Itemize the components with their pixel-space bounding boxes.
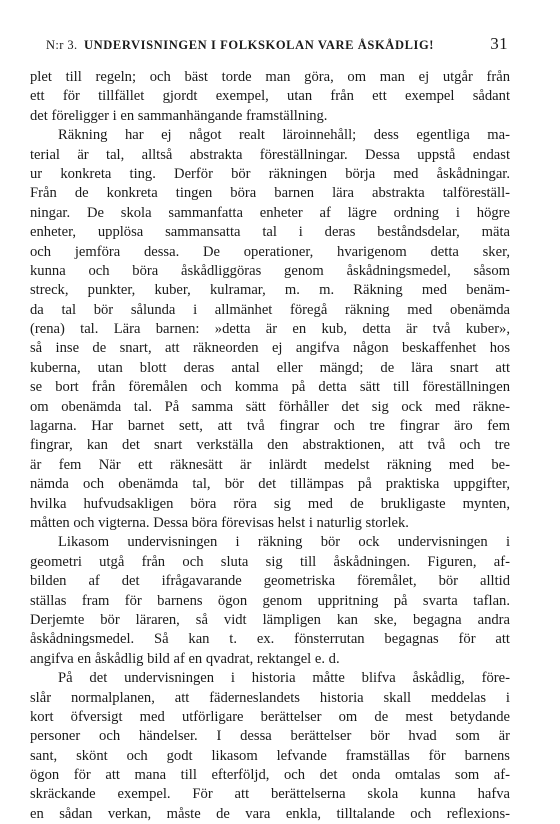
text-line: ögon för att mana till efterföljd, och det onda omtalas som af- <box>30 767 510 784</box>
text-line: Derjemte bör läraren, så vidt lämpligen kan ske, begagna andra <box>30 611 510 628</box>
text-line: fingrar, kan det snart verkställa den abstraktionen, att två och tre <box>30 437 510 454</box>
text-line: åskådningsmedel. Så kan t. ex. fönsterrutan begagnas för att <box>30 631 510 648</box>
text-line: det föreligger i en sammanhängande framställning. <box>30 107 328 124</box>
text-line: ningar. De skola sammanfatta enheter af lägre ordning i högre <box>30 204 510 221</box>
text-line: personer och händelser. I dessa berättelser bör hvad som är <box>30 728 510 745</box>
text-line: nämda och obenämda tal, bör det tillämpas på praktiska uppgifter, <box>30 476 510 493</box>
text-line: Räkning har ej något realt läroinnehåll; dess egentliga ma- <box>58 127 510 144</box>
text-line: sant, skönt och godt likasom lefvande framställas för barnens <box>30 747 510 764</box>
text-line: kunna och böra åskådliggöras genom åskådningsmedel, såsom <box>30 262 510 279</box>
text-line: (rena) tal. Lära barnen: »detta är en kub, detta är två kuber», <box>30 321 510 338</box>
text-line: se bort från föremålen och komma på detta sätt till föreställningen <box>30 379 510 396</box>
text-line: hvilka hufvudsakligen böra röra sig med de brukligaste mynten, <box>30 495 510 512</box>
text-line: är fem När ett räknesätt är inlärdt medelst räkning med be- <box>30 456 510 473</box>
running-head <box>46 34 508 56</box>
text-line: På det undervisningen i historia måtte blifva åskådlig, före- <box>58 670 510 687</box>
text-line: geometri utgå från och sluta sig till åskådningen. Figuren, af- <box>30 553 510 570</box>
text-line: och jemföra dessa. De operationer, hvarigenom detta sker, <box>30 243 510 260</box>
text-line: skräckande exempel. För att berättelserna skola kunna hafva <box>30 786 510 803</box>
text-line: kuberna, utan blott deras antal eller mängd; de lära snart att <box>30 359 510 376</box>
text-line: terial är tal, alltså abstrakta föreställningar. Dessa uppstå endast <box>30 146 510 163</box>
body-text <box>30 68 510 824</box>
text-line: Från de konkreta tingen böra barnen lära abstrakta talföreställ- <box>30 185 510 202</box>
text-line: om obenämda tal. På samma sätt förhåller det sig ock med räkne- <box>30 398 510 415</box>
running-title: UNDERVISNINGEN I FOLKSKOLAN VARE ÅSKÅDLIG! <box>84 38 435 52</box>
page-number: 31 <box>490 34 508 53</box>
text-line: enheter, upplösa sammansatta tal i deras beståndsdelar, mäta <box>30 224 510 241</box>
text-line: ett för tillfället gjordt exempel, utan från ett exempel sådant <box>30 88 510 105</box>
text-line: Likasom undervisningen i räkning bör ock undervisningen i <box>58 534 510 551</box>
text-line: bilden af det ifrågavarande geometriska föremålet, bör alltid <box>30 573 510 590</box>
text-line: da tal bör sålunda i allmänhet föregå räkning med obenämda <box>30 301 510 318</box>
text-line: ställas fram för barnens ögon genom uppritning på svarta taflan. <box>30 592 510 609</box>
text-line: så inse de snart, att räkneorden ej angifva någon beskaffenhet hos <box>30 340 510 357</box>
text-line: lagarna. Har barnet sett, att två fingrar och tre fingrar äro fem <box>30 418 510 435</box>
text-line: slår normalplanen, att fäderneslandets historia skall meddelas i <box>30 689 510 706</box>
text-line: kort öfversigt med utförligare berättelser om de mest betydande <box>30 708 510 725</box>
section-number: N:r 3. <box>46 38 78 52</box>
text-line: plet till regeln; och bäst torde man göra, om man ej utgår från <box>30 69 510 85</box>
text-line: ur konkreta ting. Derför bör räkningen börja med åskådningar. <box>30 165 510 182</box>
text-line: angifva en åskådlig bild af en qvadrat, rektangel e. d. <box>30 650 340 667</box>
text-line: streck, punkter, kuber, kulramar, m. m. Räkning med benäm- <box>30 282 510 299</box>
text-line: måtten och vigterna. Dessa böra förevisas helst i naturlig storlek. <box>30 514 409 531</box>
text-line: en sådan verkan, måste de vara enkla, tilltalande och reflexions- <box>30 805 510 822</box>
